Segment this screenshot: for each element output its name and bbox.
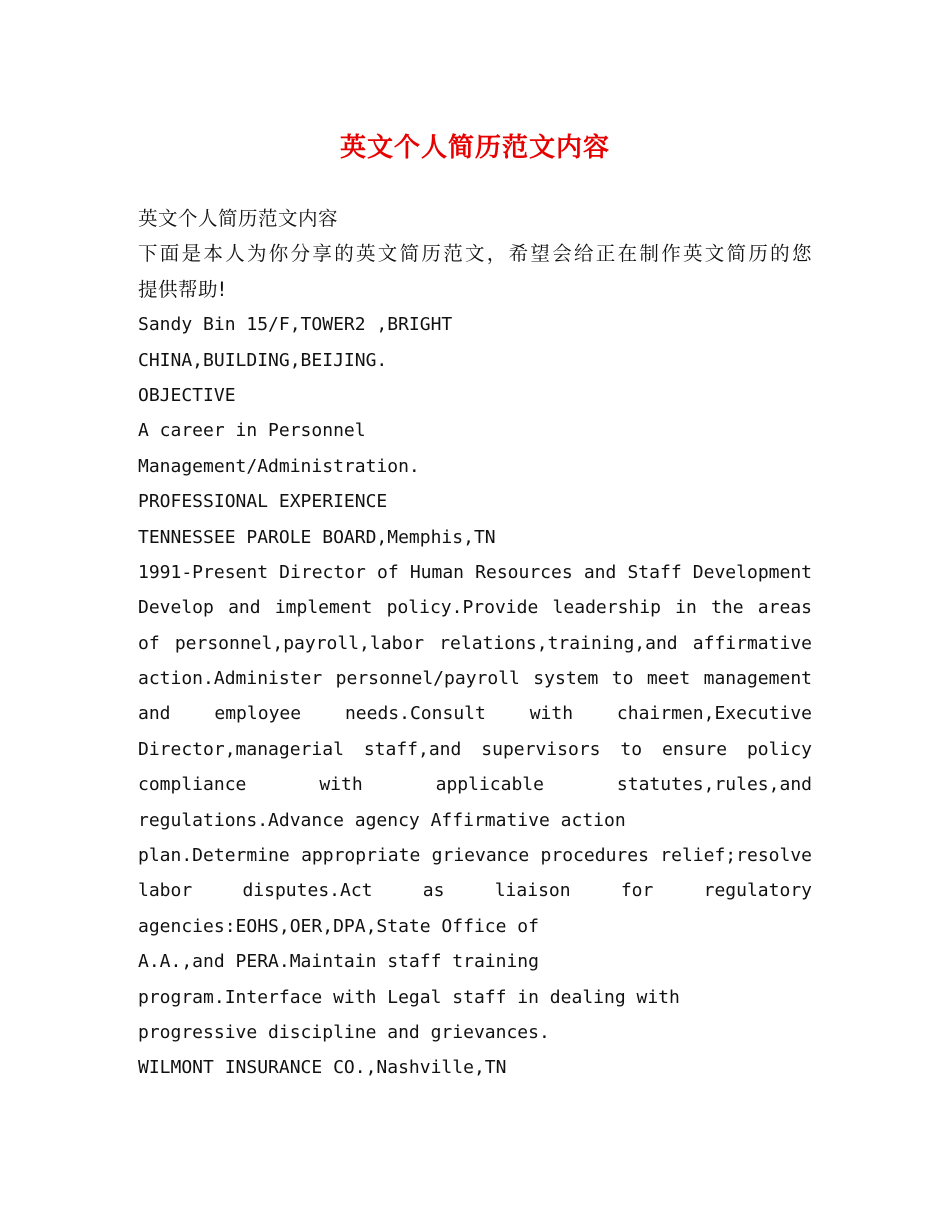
body-line: 英文个人简历范文内容	[138, 207, 339, 230]
body-line: WILMONT INSURANCE CO.,Nashville,TN	[138, 1057, 507, 1079]
document-title: 英文个人简历范文内容	[339, 133, 610, 163]
body-line: plan.Determine appropriate grievance procedures relief;resolve	[138, 845, 812, 867]
body-line: and employee needs.Consult with chairmen,Executive	[138, 703, 812, 725]
body-line: Director,managerial staff,and supervisors to ensure policy	[138, 738, 812, 760]
body-line: 提供帮助!	[138, 277, 227, 301]
body-line: A career in Personnel	[138, 420, 366, 442]
body-line: Develop and implement policy.Provide leadership in the areas	[138, 597, 812, 619]
body-line: PROFESSIONAL EXPERIENCE	[138, 491, 388, 513]
body-line: progressive discipline and grievances.	[138, 1021, 550, 1043]
body-line: 1991-Present Director of Human Resources and Staff Development	[138, 561, 812, 583]
document-body	[138, 201, 812, 1086]
body-line: A.A.,and PERA.Maintain staff training	[138, 951, 539, 973]
body-line: Sandy Bin 15/F,TOWER2 ,BRIGHT	[138, 314, 453, 336]
body-line: agencies:EOHS,OER,DPA,State Office of	[138, 915, 539, 937]
body-line: labor disputes.Act as liaison for regulatory	[138, 880, 812, 902]
body-line: 下面是本人为你分享的英文简历范文，希望会给正在制作英文简历的您	[138, 242, 812, 266]
body-line: TENNESSEE PAROLE BOARD,Memphis,TN	[138, 526, 496, 548]
body-line: Management/Administration.	[138, 455, 420, 477]
body-line: regulations.Advance agency Affirmative action	[138, 809, 626, 831]
body-line: program.Interface with Legal staff in dealing with	[138, 986, 680, 1008]
body-line: CHINA,BUILDING,BEIJING.	[138, 349, 388, 371]
body-line: of personnel,payroll,labor relations,training,and affirmative	[138, 632, 812, 654]
body-line: action.Administer personnel/payroll system to meet management	[138, 668, 812, 690]
body-line: OBJECTIVE	[138, 384, 236, 406]
body-line: compliance with applicable statutes,rules,and	[138, 774, 812, 796]
